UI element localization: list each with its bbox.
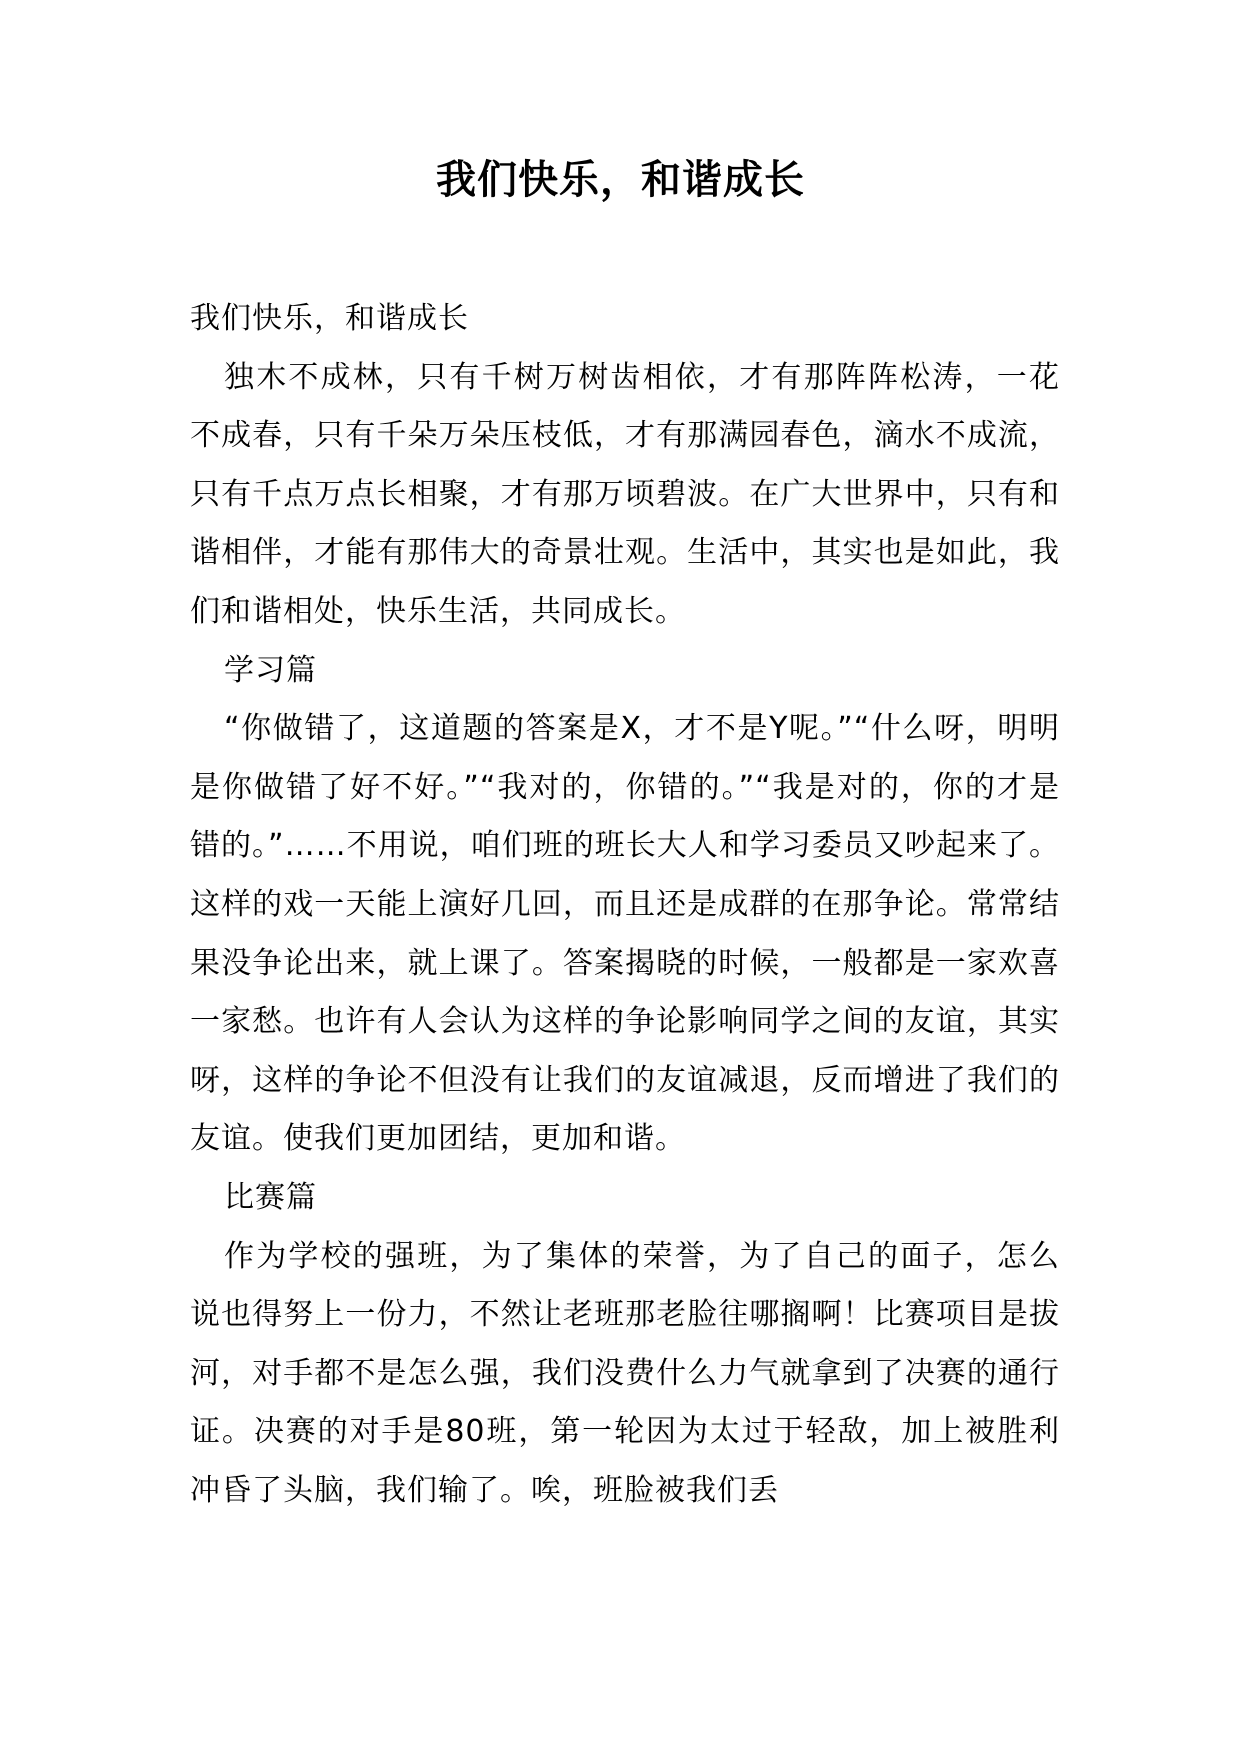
body-heading-line: 我们快乐，和谐成长 — [190, 301, 469, 336]
paragraph-intro: 独木不成林，只有千树万树齿相依，才有那阵阵松涛，一花不成春，只有千朵万朵压枝低，才有那满园春色，滴水不成流，只有千点万点长相聚，才有那万顷碧波。在广大世界中，只有和谐相伴，才能有那伟大的奇景壮观。生活中，其实也是如此，我们和谐相处，快乐生活，共同成长。 — [190, 359, 1060, 629]
document-body — [190, 290, 1060, 1520]
section-heading-competition: 比赛篇 — [224, 1179, 317, 1215]
document-title: 我们快乐，和谐成长 — [436, 156, 805, 203]
paragraph-competition: 作为学校的强班，为了集体的荣誉，为了自己的面子，怎么说也得努上一份力，不然让老班那老脸往哪搁啊！比赛项目是拔河，对手都不是怎么强，我们没费什么力气就拿到了决赛的通行证。决赛的对手是80班，第一轮因为太过于轻敌，加上被胜利冲昏了头脑，我们输了。唉，班脸被我们丢 — [190, 1238, 1060, 1508]
paragraph-study: “你做错了，这道题的答案是X，才不是Y呢。”“什么呀，明明是你做错了好不好。”“我对的，你错的。”“我是对的，你的才是错的。”……不用说，咱们班的班长大人和学习委员又吵起来了。这样的戏一天能上演好几回，而且还是成群的在那争论。常常结果没争论出来，就上课了。答案揭晓的时候，一般都是一家欢喜一家愁。也许有人会认为这样的争论影响同学之间的友谊，其实呀，这样的争论不但没有让我们的友谊减退，反而增进了我们的友谊。使我们更加团结，更加和谐。 — [190, 711, 1060, 1157]
section-heading-study: 学习篇 — [224, 652, 317, 688]
